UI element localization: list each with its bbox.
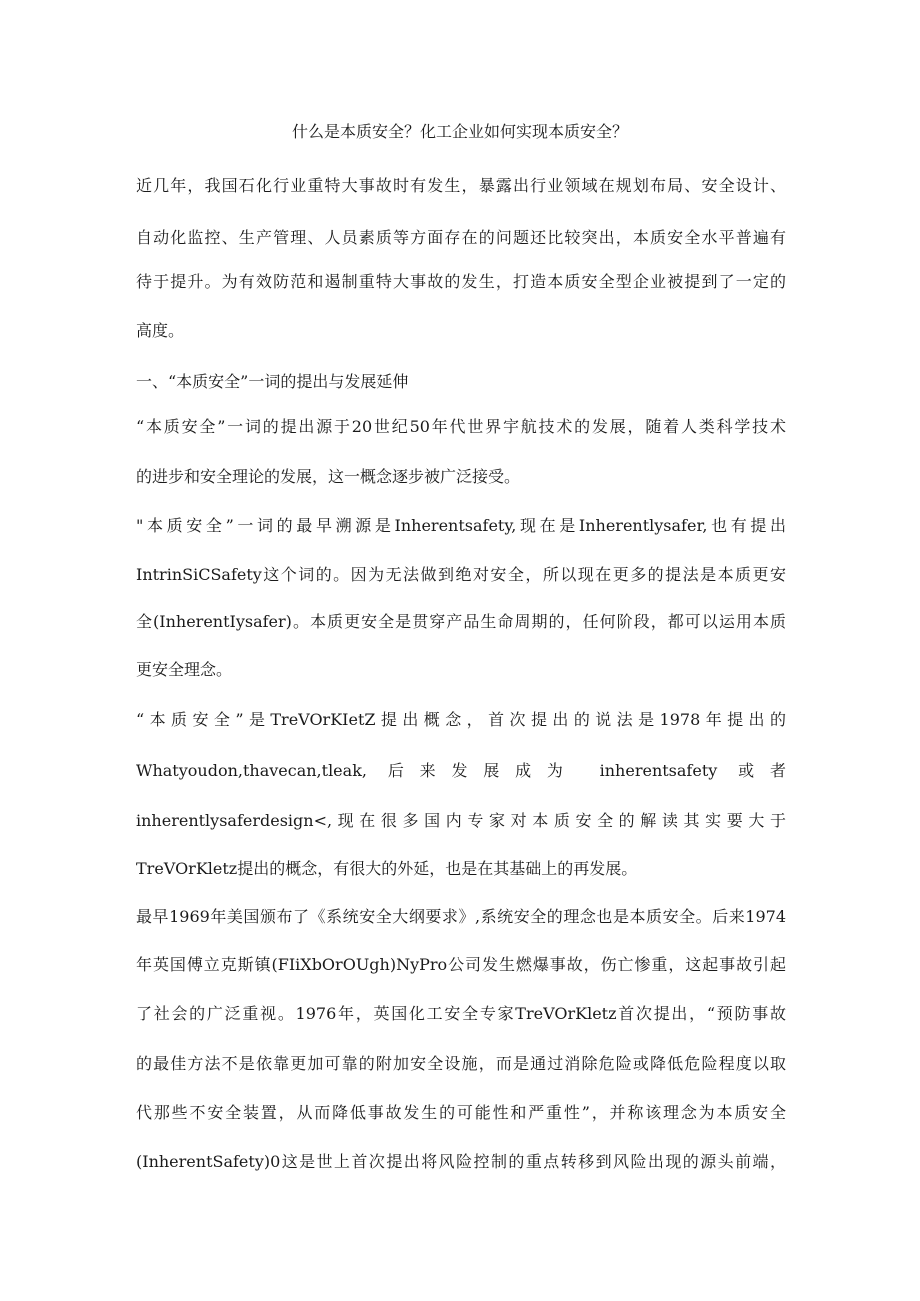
paragraph-1-line-2: 自动化监控、生产管理、人员素质等方面存在的问题还比较突出，本质安全水平普遍有 bbox=[136, 228, 786, 247]
paragraph-3-line-3: 全(InherentIysafer)。本质更安全是贯穿产品生命周期的，任何阶段，都可以运用本质 bbox=[136, 612, 786, 631]
paragraph-4-line-4: TreVOrKletz提出的概念，有很大的外延，也是在其基础上的再发展。 bbox=[136, 859, 638, 878]
paragraph-5-line-6: (InherentSafety)0这是世上首次提出将风险控制的重点转移到风险出现的源头前端， bbox=[136, 1152, 786, 1171]
paragraph-5-line-2: 年英国傅立克斯镇(FIiXbOrOUgh)NyPro公司发生燃爆事故，伤亡惨重，这起事故引起 bbox=[136, 955, 786, 974]
paragraph-2-line-2: 的进步和安全理论的发展，这一概念逐步被广泛接受。 bbox=[136, 467, 521, 486]
paragraph-5-line-1: 最早1969年美国颁布了《系统安全大纲要求》,系统安全的理念也是本质安全。后来1974 bbox=[136, 907, 786, 926]
paragraph-3-line-2: IntrinSiCSafety这个词的。因为无法做到绝对安全，所以现在更多的提法是本质更安 bbox=[136, 565, 786, 584]
paragraph-4-line-2: Whatyoudon,thavecan,tleak, 后来发展成为 inherentsafety 或者 bbox=[136, 761, 786, 780]
paragraph-1-line-4: 高度。 bbox=[136, 321, 185, 340]
paragraph-2-line-1: “本质安全”一词的提出源于20世纪50年代世界宇航技术的发展，随着人类科学技术 bbox=[136, 417, 786, 436]
paragraph-1-line-3: 待于提升。为有效防范和遏制重特大事故的发生，打造本质安全型企业被提到了一定的 bbox=[136, 272, 786, 291]
section-1-heading: 一、“本质安全”一词的提出与发展延伸 bbox=[136, 372, 409, 391]
paragraph-5-line-4: 的最佳方法不是依靠更加可靠的附加安全设施，而是通过消除危险或降低危险程度以取 bbox=[136, 1054, 786, 1073]
paragraph-3-line-1: "本质安全”一词的最早溯源是Inherentsafety,现在是Inherentlysafer,也有提出 bbox=[136, 516, 786, 535]
paragraph-1-line-1: 近几年，我国石化行业重特大事故时有发生，暴露出行业领域在规划布局、安全设计、 bbox=[136, 176, 786, 195]
paragraph-3-line-4: 更安全理念。 bbox=[136, 660, 233, 679]
paragraph-4-line-3: inherentlysaferdesign<,现在很多国内专家对本质安全的解读其实要大于 bbox=[136, 811, 786, 830]
paragraph-4-line-1: “本质安全”是TreVOrKIetZ提出概念，首次提出的说法是1978年提出的 bbox=[136, 710, 786, 729]
document-title: 什么是本质安全？化工企业如何实现本质安全？ bbox=[291, 122, 628, 141]
paragraph-5-line-5: 代那些不安全装置，从而降低事故发生的可能性和严重性”，并称该理念为本质安全 bbox=[136, 1103, 786, 1122]
paragraph-5-line-3: 了社会的广泛重视。1976年，英国化工安全专家TreVOrKletz首次提出，“预防事故 bbox=[136, 1004, 786, 1023]
